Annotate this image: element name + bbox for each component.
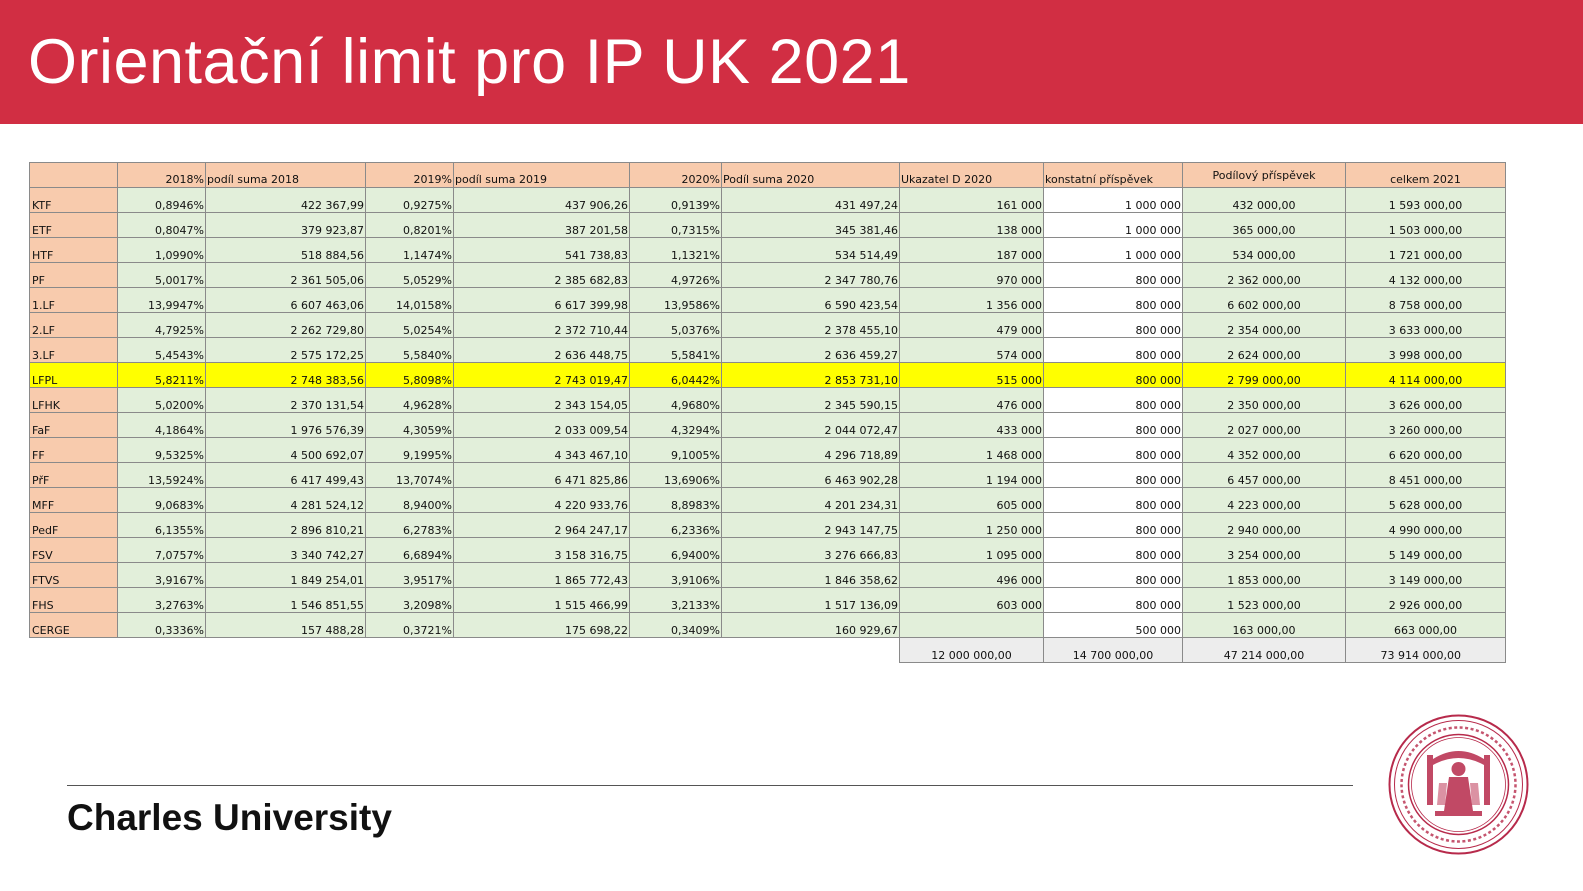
cell-indicator-d-2020: 603 000 [900, 588, 1044, 613]
cell-constant-contribution: 800 000 [1044, 463, 1183, 488]
cell-pct-2020: 6,0442% [630, 363, 722, 388]
cell-constant-contribution: 500 000 [1044, 613, 1183, 638]
cell-share-2018: 2 370 131,54 [206, 388, 366, 413]
cell-constant-contribution: 1 000 000 [1044, 188, 1183, 213]
cell-pct-2018: 4,7925% [118, 313, 206, 338]
cell-pct-2019: 0,8201% [366, 213, 454, 238]
cell-share-2019: 437 906,26 [454, 188, 630, 213]
cell-total-2021: 4 114 000,00 [1346, 363, 1506, 388]
cell-pct-2020: 6,9400% [630, 538, 722, 563]
cell-faculty: PřF [30, 463, 118, 488]
cell-constant-contribution: 1 000 000 [1044, 238, 1183, 263]
cell-pct-2020: 0,9139% [630, 188, 722, 213]
cell-pct-2019: 4,3059% [366, 413, 454, 438]
cell-pct-2019: 13,7074% [366, 463, 454, 488]
table-row [30, 563, 1506, 588]
cell-faculty: HTF [30, 238, 118, 263]
cell-share-2020: 534 514,49 [722, 238, 900, 263]
total-share-contribution: 47 214 000,00 [1183, 638, 1346, 663]
cell-total-2021: 1 593 000,00 [1346, 188, 1506, 213]
cell-share-2019: 6 617 399,98 [454, 288, 630, 313]
cell-share-2018: 6 417 499,43 [206, 463, 366, 488]
cell-share-contribution: 365 000,00 [1183, 213, 1346, 238]
cell-indicator-d-2020: 1 356 000 [900, 288, 1044, 313]
cell-share-contribution: 163 000,00 [1183, 613, 1346, 638]
cell-total-2021: 1 721 000,00 [1346, 238, 1506, 263]
cell-pct-2019: 6,6894% [366, 538, 454, 563]
cell-indicator-d-2020: 1 194 000 [900, 463, 1044, 488]
blank-cell [722, 638, 900, 663]
cell-share-2020: 6 590 423,54 [722, 288, 900, 313]
cell-share-2020: 4 296 718,89 [722, 438, 900, 463]
cell-total-2021: 5 628 000,00 [1346, 488, 1506, 513]
table-row [30, 363, 1506, 388]
cell-pct-2018: 5,0017% [118, 263, 206, 288]
cell-pct-2019: 5,5840% [366, 338, 454, 363]
cell-share-2018: 6 607 463,06 [206, 288, 366, 313]
cell-share-2018: 3 340 742,27 [206, 538, 366, 563]
cell-share-contribution: 6 457 000,00 [1183, 463, 1346, 488]
column-header-constant-contribution: konstatní příspěvek [1044, 163, 1183, 188]
cell-faculty: CERGE [30, 613, 118, 638]
cell-faculty: 3.LF [30, 338, 118, 363]
total-indicator-d-2020: 12 000 000,00 [900, 638, 1044, 663]
cell-share-2019: 1 515 466,99 [454, 588, 630, 613]
cell-pct-2019: 6,2783% [366, 513, 454, 538]
table-row [30, 438, 1506, 463]
cell-pct-2018: 3,2763% [118, 588, 206, 613]
cell-constant-contribution: 1 000 000 [1044, 213, 1183, 238]
cell-pct-2018: 0,8946% [118, 188, 206, 213]
cell-constant-contribution: 800 000 [1044, 263, 1183, 288]
cell-constant-contribution: 800 000 [1044, 538, 1183, 563]
limit-table [29, 162, 1506, 663]
cell-share-contribution: 2 027 000,00 [1183, 413, 1346, 438]
cell-total-2021: 8 451 000,00 [1346, 463, 1506, 488]
cell-indicator-d-2020: 515 000 [900, 363, 1044, 388]
cell-total-2021: 3 149 000,00 [1346, 563, 1506, 588]
blank-cell [118, 638, 206, 663]
cell-share-contribution: 2 354 000,00 [1183, 313, 1346, 338]
footer-divider [67, 785, 1353, 786]
cell-share-2019: 4 220 933,76 [454, 488, 630, 513]
cell-pct-2020: 3,2133% [630, 588, 722, 613]
cell-share-2018: 2 262 729,80 [206, 313, 366, 338]
cell-pct-2020: 0,7315% [630, 213, 722, 238]
cell-total-2021: 6 620 000,00 [1346, 438, 1506, 463]
cell-faculty: FHS [30, 588, 118, 613]
cell-pct-2020: 1,1321% [630, 238, 722, 263]
cell-total-2021: 3 633 000,00 [1346, 313, 1506, 338]
cell-faculty: FSV [30, 538, 118, 563]
cell-pct-2020: 9,1005% [630, 438, 722, 463]
table-row [30, 213, 1506, 238]
cell-share-2019: 3 158 316,75 [454, 538, 630, 563]
cell-share-2020: 1 517 136,09 [722, 588, 900, 613]
cell-pct-2018: 3,9167% [118, 563, 206, 588]
table-row [30, 538, 1506, 563]
cell-share-2020: 1 846 358,62 [722, 563, 900, 588]
cell-share-2018: 4 281 524,12 [206, 488, 366, 513]
cell-share-contribution: 2 940 000,00 [1183, 513, 1346, 538]
cell-constant-contribution: 800 000 [1044, 563, 1183, 588]
cell-share-2019: 2 743 019,47 [454, 363, 630, 388]
cell-pct-2018: 13,5924% [118, 463, 206, 488]
table-row [30, 238, 1506, 263]
cell-indicator-d-2020: 476 000 [900, 388, 1044, 413]
cell-share-2019: 2 033 009,54 [454, 413, 630, 438]
cell-indicator-d-2020: 433 000 [900, 413, 1044, 438]
cell-total-2021: 2 926 000,00 [1346, 588, 1506, 613]
cell-indicator-d-2020: 187 000 [900, 238, 1044, 263]
cell-share-2020: 4 201 234,31 [722, 488, 900, 513]
cell-share-2019: 2 636 448,75 [454, 338, 630, 363]
cell-share-2020: 2 347 780,76 [722, 263, 900, 288]
cell-indicator-d-2020: 138 000 [900, 213, 1044, 238]
cell-total-2021: 5 149 000,00 [1346, 538, 1506, 563]
cell-share-2018: 1 546 851,55 [206, 588, 366, 613]
cell-share-contribution: 2 350 000,00 [1183, 388, 1346, 413]
cell-pct-2019: 0,3721% [366, 613, 454, 638]
cell-pct-2018: 4,1864% [118, 413, 206, 438]
cell-pct-2018: 1,0990% [118, 238, 206, 263]
cell-pct-2019: 5,8098% [366, 363, 454, 388]
cell-share-2019: 2 343 154,05 [454, 388, 630, 413]
cell-share-2020: 2 636 459,27 [722, 338, 900, 363]
cell-pct-2018: 0,8047% [118, 213, 206, 238]
column-header-share-2019: podíl suma 2019 [454, 163, 630, 188]
table-row [30, 388, 1506, 413]
cell-share-contribution: 432 000,00 [1183, 188, 1346, 213]
cell-pct-2020: 13,6906% [630, 463, 722, 488]
cell-pct-2019: 5,0254% [366, 313, 454, 338]
cell-pct-2020: 0,3409% [630, 613, 722, 638]
cell-pct-2018: 9,0683% [118, 488, 206, 513]
cell-faculty: 1.LF [30, 288, 118, 313]
cell-faculty: FF [30, 438, 118, 463]
cell-pct-2018: 6,1355% [118, 513, 206, 538]
cell-share-2019: 2 385 682,83 [454, 263, 630, 288]
column-header-share-2018: podíl suma 2018 [206, 163, 366, 188]
cell-faculty: PF [30, 263, 118, 288]
cell-share-2020: 2 345 590,15 [722, 388, 900, 413]
blank-cell [366, 638, 454, 663]
cell-share-2020: 2 378 455,10 [722, 313, 900, 338]
table-row [30, 188, 1506, 213]
blank-cell [206, 638, 366, 663]
cell-share-2018: 518 884,56 [206, 238, 366, 263]
cell-share-2019: 6 471 825,86 [454, 463, 630, 488]
cell-pct-2019: 8,9400% [366, 488, 454, 513]
table-row [30, 313, 1506, 338]
cell-share-2018: 2 575 172,25 [206, 338, 366, 363]
cell-pct-2019: 9,1995% [366, 438, 454, 463]
cell-pct-2020: 8,8983% [630, 488, 722, 513]
cell-share-2018: 2 748 383,56 [206, 363, 366, 388]
cell-constant-contribution: 800 000 [1044, 513, 1183, 538]
column-header-total-2021: celkem 2021 [1346, 163, 1506, 188]
cell-constant-contribution: 800 000 [1044, 313, 1183, 338]
cell-pct-2018: 7,0757% [118, 538, 206, 563]
cell-total-2021: 663 000,00 [1346, 613, 1506, 638]
cell-faculty: FaF [30, 413, 118, 438]
cell-total-2021: 8 758 000,00 [1346, 288, 1506, 313]
cell-share-2020: 345 381,46 [722, 213, 900, 238]
cell-share-2019: 1 865 772,43 [454, 563, 630, 588]
column-header-pct-2020: 2020% [630, 163, 722, 188]
cell-share-contribution: 4 223 000,00 [1183, 488, 1346, 513]
cell-constant-contribution: 800 000 [1044, 288, 1183, 313]
cell-share-2018: 2 896 810,21 [206, 513, 366, 538]
cell-indicator-d-2020: 161 000 [900, 188, 1044, 213]
table-row [30, 513, 1506, 538]
page-title: Orientační limit pro IP UK 2021 [28, 27, 911, 97]
table-row [30, 588, 1506, 613]
cell-constant-contribution: 800 000 [1044, 338, 1183, 363]
cell-pct-2020: 3,9106% [630, 563, 722, 588]
blank-cell [30, 638, 118, 663]
cell-share-2018: 157 488,28 [206, 613, 366, 638]
table-row [30, 613, 1506, 638]
column-header-share-contribution: Podílový příspěvek [1183, 163, 1346, 188]
cell-share-2019: 175 698,22 [454, 613, 630, 638]
cell-pct-2019: 14,0158% [366, 288, 454, 313]
cell-total-2021: 3 260 000,00 [1346, 413, 1506, 438]
table-row [30, 413, 1506, 438]
blank-cell [630, 638, 722, 663]
cell-indicator-d-2020: 605 000 [900, 488, 1044, 513]
cell-pct-2020: 4,9680% [630, 388, 722, 413]
cell-pct-2018: 9,5325% [118, 438, 206, 463]
cell-share-2020: 3 276 666,83 [722, 538, 900, 563]
blank-cell [454, 638, 630, 663]
cell-total-2021: 3 626 000,00 [1346, 388, 1506, 413]
cell-faculty: KTF [30, 188, 118, 213]
cell-indicator-d-2020: 479 000 [900, 313, 1044, 338]
title-bar [0, 0, 1583, 124]
cell-share-2018: 379 923,87 [206, 213, 366, 238]
total-total-2021: 73 914 000,00 [1346, 638, 1506, 663]
column-header-share-2020: Podíl suma 2020 [722, 163, 900, 188]
table-row [30, 288, 1506, 313]
cell-constant-contribution: 800 000 [1044, 413, 1183, 438]
cell-pct-2019: 3,2098% [366, 588, 454, 613]
cell-share-2020: 6 463 902,28 [722, 463, 900, 488]
cell-indicator-d-2020: 574 000 [900, 338, 1044, 363]
university-seal-icon [1387, 713, 1530, 856]
cell-pct-2019: 5,0529% [366, 263, 454, 288]
cell-share-2020: 160 929,67 [722, 613, 900, 638]
cell-share-2018: 1 976 576,39 [206, 413, 366, 438]
cell-indicator-d-2020: 1 095 000 [900, 538, 1044, 563]
cell-share-2018: 422 367,99 [206, 188, 366, 213]
cell-pct-2019: 1,1474% [366, 238, 454, 263]
cell-share-contribution: 4 352 000,00 [1183, 438, 1346, 463]
table-row [30, 463, 1506, 488]
cell-share-contribution: 3 254 000,00 [1183, 538, 1346, 563]
cell-share-2019: 541 738,83 [454, 238, 630, 263]
cell-share-2018: 1 849 254,01 [206, 563, 366, 588]
cell-share-contribution: 534 000,00 [1183, 238, 1346, 263]
cell-share-contribution: 1 523 000,00 [1183, 588, 1346, 613]
cell-indicator-d-2020: 1 250 000 [900, 513, 1044, 538]
cell-faculty: ETF [30, 213, 118, 238]
cell-indicator-d-2020 [900, 613, 1044, 638]
table-body [30, 163, 1506, 663]
cell-pct-2020: 6,2336% [630, 513, 722, 538]
cell-faculty: MFF [30, 488, 118, 513]
cell-faculty: LFPL [30, 363, 118, 388]
table-row [30, 263, 1506, 288]
cell-share-2020: 431 497,24 [722, 188, 900, 213]
cell-pct-2018: 13,9947% [118, 288, 206, 313]
table-header-row [30, 163, 1506, 188]
cell-pct-2018: 5,0200% [118, 388, 206, 413]
column-header-indicator-d-2020: Ukazatel D 2020 [900, 163, 1044, 188]
cell-pct-2018: 5,4543% [118, 338, 206, 363]
cell-share-contribution: 1 853 000,00 [1183, 563, 1346, 588]
cell-indicator-d-2020: 496 000 [900, 563, 1044, 588]
cell-total-2021: 1 503 000,00 [1346, 213, 1506, 238]
cell-pct-2018: 0,3336% [118, 613, 206, 638]
cell-constant-contribution: 800 000 [1044, 438, 1183, 463]
cell-pct-2019: 4,9628% [366, 388, 454, 413]
cell-constant-contribution: 800 000 [1044, 588, 1183, 613]
cell-constant-contribution: 800 000 [1044, 488, 1183, 513]
cell-pct-2020: 4,9726% [630, 263, 722, 288]
cell-pct-2020: 4,3294% [630, 413, 722, 438]
cell-pct-2019: 0,9275% [366, 188, 454, 213]
cell-total-2021: 4 132 000,00 [1346, 263, 1506, 288]
cell-share-2020: 2 853 731,10 [722, 363, 900, 388]
cell-faculty: 2.LF [30, 313, 118, 338]
column-header-pct-2018: 2018% [118, 163, 206, 188]
column-header-pct-2019: 2019% [366, 163, 454, 188]
cell-share-2019: 2 372 710,44 [454, 313, 630, 338]
university-name: Charles University [67, 797, 392, 838]
cell-total-2021: 3 998 000,00 [1346, 338, 1506, 363]
cell-share-2018: 2 361 505,06 [206, 263, 366, 288]
cell-pct-2020: 13,9586% [630, 288, 722, 313]
cell-faculty: FTVS [30, 563, 118, 588]
cell-constant-contribution: 800 000 [1044, 388, 1183, 413]
cell-share-contribution: 2 799 000,00 [1183, 363, 1346, 388]
cell-constant-contribution: 800 000 [1044, 363, 1183, 388]
totals-row [30, 638, 1506, 663]
cell-share-2019: 4 343 467,10 [454, 438, 630, 463]
cell-share-contribution: 6 602 000,00 [1183, 288, 1346, 313]
column-header-faculty [30, 163, 118, 188]
cell-share-contribution: 2 362 000,00 [1183, 263, 1346, 288]
cell-share-2019: 2 964 247,17 [454, 513, 630, 538]
cell-pct-2020: 5,5841% [630, 338, 722, 363]
cell-indicator-d-2020: 970 000 [900, 263, 1044, 288]
cell-faculty: PedF [30, 513, 118, 538]
cell-pct-2020: 5,0376% [630, 313, 722, 338]
table-row [30, 488, 1506, 513]
total-constant-contribution: 14 700 000,00 [1044, 638, 1183, 663]
cell-indicator-d-2020: 1 468 000 [900, 438, 1044, 463]
cell-pct-2019: 3,9517% [366, 563, 454, 588]
cell-share-2018: 4 500 692,07 [206, 438, 366, 463]
cell-faculty: LFHK [30, 388, 118, 413]
cell-share-contribution: 2 624 000,00 [1183, 338, 1346, 363]
table-row [30, 338, 1506, 363]
cell-share-2020: 2 943 147,75 [722, 513, 900, 538]
cell-share-2019: 387 201,58 [454, 213, 630, 238]
cell-pct-2018: 5,8211% [118, 363, 206, 388]
cell-share-2020: 2 044 072,47 [722, 413, 900, 438]
cell-total-2021: 4 990 000,00 [1346, 513, 1506, 538]
